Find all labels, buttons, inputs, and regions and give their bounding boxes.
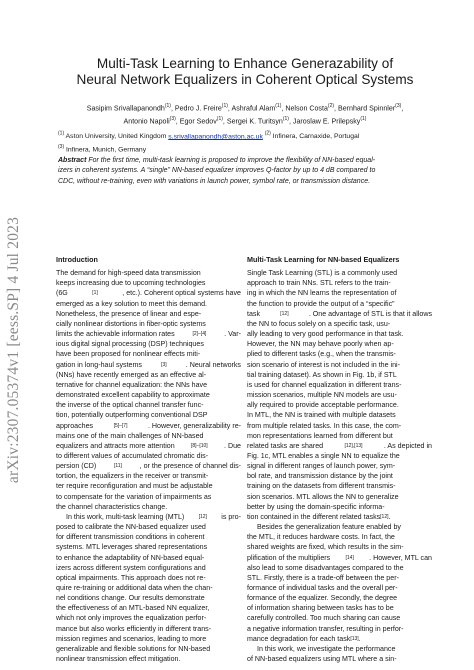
intro-paragraph-1	[56, 268, 241, 512]
text-line: carefully controlled. Too much sharing can cause	[247, 614, 401, 623]
text-line: equalizers and attracts more attention [8]–[10] . Due	[56, 441, 241, 450]
text-line: ter require reconfiguration and must be adjustable	[56, 482, 213, 491]
text-line: cially nonlinear distortions in fiber-optic systems	[56, 319, 206, 328]
abstract-line: CDC, without re-training, even with variations in launch power, symbol rate, or transmission distance.	[58, 177, 371, 185]
text-line: related tasks are shared [12],[13] . As depicted in	[247, 441, 432, 450]
left-column	[56, 255, 241, 664]
intro-paragraph-2	[56, 512, 241, 664]
text-line: demonstrated excellent capability to approximate	[56, 391, 210, 400]
text-line: for different transmission conditions in coherent	[56, 533, 205, 542]
author-line: Antonio Napoli$^{(3)}$, Egor Sedov$^{(1)}$, Sergei K. Turitsyn$^{(1)}$, Jaroslaw E. Prilepsky$^{(1)}$	[123, 115, 367, 126]
text-line: STL. Firstly, there is a trade-off between the per-	[247, 573, 399, 582]
text-line: However, the NN may behave poorly when ap-	[247, 340, 394, 349]
text-line: tial training dataset). As shown in Fig. 1b, if STL	[247, 370, 397, 379]
text-line: quire re-training or additional data when the chan-	[56, 584, 213, 592]
abstract-line: izers in coherent systems. A “single” NN-based equalizer improves Q-factor by up to 4 dB compared to	[58, 167, 376, 175]
text-line: formance of the equalizer. Secondly, the degree	[247, 594, 398, 603]
text-line: mon representations learned from different but	[247, 431, 393, 440]
mtl-paragraph-2	[247, 522, 432, 644]
text-line: have been proposed for nonlinear effects miti-	[56, 350, 201, 359]
text-line: plification of the multipliers [14] . However, MTL can	[247, 553, 432, 562]
text-line: izers across different system configurations and	[56, 563, 206, 572]
text-line: the effectiveness of an MTL-based NN equalizer,	[56, 604, 210, 613]
text-line: from multiple related tasks. In this case, the com-	[247, 421, 402, 430]
text-line: mance but also works efficiently in different trans-	[56, 624, 212, 633]
text-line: approaches [5]–[7] . However, generalizability re-	[56, 421, 241, 430]
text-line: optical impairments. This approach does not re-	[56, 573, 206, 582]
text-line: In this work, multi-task learning (MTL) [12] is pro-	[66, 512, 241, 521]
text-line: formance of individual tasks and the overall per-	[247, 584, 398, 592]
section-heading-introduction: Introduction	[56, 255, 98, 264]
section-heading-mtl: Multi-Task Learning for NN-based Equalizers	[247, 255, 400, 264]
affiliation-line	[58, 129, 458, 142]
text-line: a negative information transfer, resulting in perfor-	[247, 624, 404, 633]
abstract-label: Abstract	[58, 157, 87, 164]
text-line: tortion, the equalizers in the receiver or transmit-	[56, 472, 209, 481]
text-line: which not only improves the equalization perfor-	[56, 614, 207, 623]
text-line: gation in long-haul systems [3] . Neural networks	[56, 360, 241, 369]
title-line: Multi-Task Learning to Enhance Generazability of	[96, 56, 394, 71]
text-line: shared weights are fixed, which results in the sim-	[247, 543, 404, 552]
text-line: posed to calibrate the NN-based equalizer used	[56, 523, 206, 532]
affiliation-aston: $^{(1)}$ Aston University, United Kingdom	[58, 131, 167, 141]
text-line: generalizable and flexible solutions for NN-based	[56, 644, 211, 653]
text-line: signal in different ranges of launch power, sym-	[247, 462, 396, 471]
arxiv-watermark	[4, 150, 24, 550]
right-column	[247, 255, 432, 664]
text-line: the NN to focus solely on a specific task, usu-	[247, 319, 391, 328]
abstract	[58, 156, 420, 187]
text-line: ing in which the NN learns the representation of	[247, 289, 397, 298]
author-email-link[interactable]: s.srivallapanondh@aston.ac.uk	[168, 133, 263, 141]
text-line: mance degradation for each task [13] .	[247, 634, 361, 643]
text-line: The demand for high-speed data transmission	[56, 269, 201, 278]
mtl-paragraph-1	[247, 268, 432, 522]
abstract-text: For the first time, multi-task learning is proposed to improve the flexibility of NN-based equal-	[88, 157, 376, 164]
text-line: mains one of the main challenges of NN-based	[56, 431, 204, 440]
text-line: Single Task Learning (STL) is a commonly used	[247, 269, 398, 278]
text-line: to enhance the adaptability of NN-based equal-	[56, 553, 205, 562]
text-line: In this work, we investigate the performance	[257, 644, 396, 653]
text-line: (6G [1] , etc.). Coherent optical systems have	[56, 289, 241, 298]
text-line: approach to train NNs. STL refers to the train-	[247, 279, 391, 288]
text-line: tion, potentially outperforming conventional DSP	[56, 411, 208, 420]
text-line: sion scenario of interest is not included in the ini-	[247, 360, 400, 369]
paper-title	[40, 56, 450, 88]
text-line: emerged as a key solution to meet this demand.	[56, 299, 208, 308]
text-line: ally required to provide acceptable performance.	[247, 401, 399, 410]
text-line: ious digital signal processing (DSP) techniques	[56, 340, 204, 349]
text-line: ally leading to very good performance in that task.	[247, 330, 404, 339]
affiliation-infinera-germany: $^{(3)}$ Infinera, Munich, Germany	[58, 144, 147, 154]
text-line: bol rate, and transmission distance by the joint	[247, 472, 393, 481]
affiliation-infinera-portugal: $^{(2)}$ Infinera, Carnaxide, Portugal	[264, 131, 360, 141]
text-line: tion contained in the different related tasks [12] .	[247, 512, 391, 521]
text-line: of NN-based equalizers using MTL where a sin-	[247, 655, 397, 664]
text-line: keeps increasing due to upcoming technologies	[56, 279, 206, 288]
text-line: also lead to some disadvantages compared to the	[247, 563, 404, 572]
affiliations	[58, 129, 458, 156]
text-line: training on the datasets from different transmis-	[247, 482, 396, 491]
text-line: nonlinear transmission effect mitigation.	[56, 655, 181, 664]
text-line: mission regimes and scenarios, leading to more	[56, 634, 207, 643]
mtl-paragraph-3	[247, 644, 432, 664]
text-line: nel conditions change. Our results demonstrate	[56, 594, 205, 603]
text-line: mission scenarios, multiple NN models are usu-	[247, 391, 397, 400]
text-line: task [12] . One advantage of STL is that it allows	[247, 309, 432, 318]
text-line: better by using the domain-specific informa-	[247, 502, 385, 511]
title-line: Neural Network Equalizers in Coherent Optical Systems	[76, 72, 414, 87]
text-line: Besides the generalization feature enabled by	[257, 523, 401, 532]
text-line: the channel characteristics change.	[56, 502, 168, 511]
text-line: In MTL, the NN is trained with multiple datasets	[247, 411, 396, 420]
text-line: the function to provide the output of a “specific”	[247, 299, 395, 308]
text-line: ternative for channel equalization: the NNs have	[56, 380, 208, 389]
text-line: Fig. 1c, MTL enables a single NN to equalize the	[247, 451, 400, 460]
text-line: Nonetheless, the presence of linear and espe-	[56, 309, 202, 318]
author-list	[44, 101, 446, 127]
text-line: the MTL, it reduces hardware costs. In fact, the	[247, 533, 395, 542]
text-line: the inverse of the optical channel transfer func-	[56, 401, 204, 410]
text-line: (NNs) have recently emerged as an effective al-	[56, 370, 207, 379]
text-line: sion scenarios. MTL allows the NN to generalize	[247, 492, 399, 501]
arxiv-identifier: arXiv:2307.05374v1 [eess.SP] 4 Jul 2023	[5, 216, 22, 484]
text-line: systems. MTL leverages shared representations	[56, 543, 208, 552]
text-line: to compensate for the variation of impairments as	[56, 492, 212, 501]
text-line: to different values of accumulated chromatic dis-	[56, 451, 209, 460]
abstract-line	[58, 156, 420, 166]
text-line: is used for channel equalization in different trans-	[247, 380, 402, 389]
author-line: Sasipim Srivallapanondh$^{(1)}$, Pedro J. Freire$^{(1)}$, Ashraful Alam$^{(1)}$, Nelson Costa$^{(2)}$, Bernhard Spinnler$^{(3)}$,	[86, 103, 404, 113]
text-line: persion (CD) [11] , or the presence of channel dis-	[56, 462, 241, 471]
text-line: limits the achievable information rates [2]–[4] . Var-	[56, 330, 241, 339]
text-line: of information sharing between tasks has to be	[247, 604, 394, 613]
text-line: plied to different tasks (e.g., when the transmis-	[247, 350, 396, 359]
